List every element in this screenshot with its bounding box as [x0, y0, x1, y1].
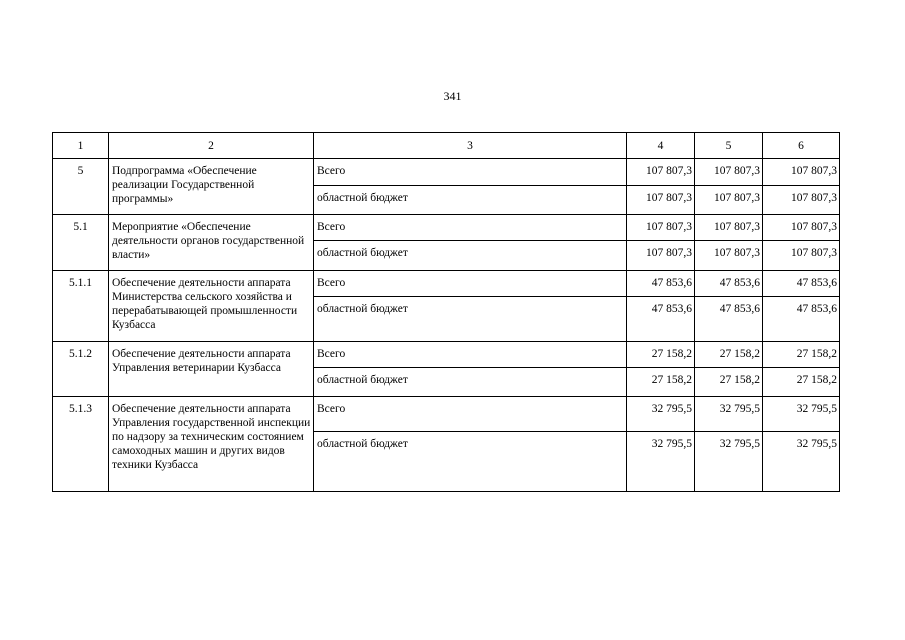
funding-source: областной бюджет	[314, 241, 627, 271]
row-name: Обеспечение деятельности аппарата Управления ветеринарии Кузбасса	[109, 342, 314, 397]
header-col-5: 5	[695, 133, 763, 159]
value-col-5: 32 795,5	[695, 432, 763, 492]
header-col-2: 2	[109, 133, 314, 159]
row-name: Обеспечение деятельности аппарата Управления государственной инспекции по надзору за техническим состоянием самоходных машин и других видов техники Кузбасса	[109, 397, 314, 492]
value-col-4: 107 807,3	[627, 186, 695, 215]
header-col-6: 6	[763, 133, 840, 159]
value-col-4: 107 807,3	[627, 241, 695, 271]
value-col-4: 32 795,5	[627, 432, 695, 492]
funding-source: Всего	[314, 342, 627, 368]
row-name: Обеспечение деятельности аппарата Министерства сельского хозяйства и перерабатывающей промышленности Кузбасса	[109, 271, 314, 342]
row-number: 5.1.2	[53, 342, 109, 397]
value-col-6: 32 795,5	[763, 397, 840, 432]
header-row	[53, 133, 840, 159]
value-col-4: 32 795,5	[627, 397, 695, 432]
value-col-5: 107 807,3	[695, 159, 763, 186]
value-col-5: 107 807,3	[695, 241, 763, 271]
row-number: 5.1.3	[53, 397, 109, 492]
funding-source: областной бюджет	[314, 368, 627, 397]
value-col-6: 107 807,3	[763, 186, 840, 215]
funding-source: областной бюджет	[314, 186, 627, 215]
value-col-4: 107 807,3	[627, 159, 695, 186]
header-col-1: 1	[53, 133, 109, 159]
table-row	[53, 342, 840, 368]
value-col-5: 47 853,6	[695, 297, 763, 342]
value-col-6: 107 807,3	[763, 241, 840, 271]
table-row	[53, 215, 840, 241]
value-col-4: 107 807,3	[627, 215, 695, 241]
value-col-4: 27 158,2	[627, 368, 695, 397]
table-row	[53, 397, 840, 432]
funding-source: Всего	[314, 271, 627, 297]
row-name: Подпрограмма «Обеспечение реализации Государственной программы»	[109, 159, 314, 215]
budget-table	[52, 132, 840, 492]
value-col-6: 107 807,3	[763, 215, 840, 241]
row-number: 5.1.1	[53, 271, 109, 342]
row-number: 5.1	[53, 215, 109, 271]
value-col-5: 107 807,3	[695, 215, 763, 241]
row-number: 5	[53, 159, 109, 215]
header-col-4: 4	[627, 133, 695, 159]
value-col-4: 47 853,6	[627, 297, 695, 342]
value-col-6: 27 158,2	[763, 342, 840, 368]
funding-source: Всего	[314, 159, 627, 186]
value-col-5: 27 158,2	[695, 368, 763, 397]
header-col-3: 3	[314, 133, 627, 159]
funding-source: областной бюджет	[314, 297, 627, 342]
row-name: Мероприятие «Обеспечение деятельности органов государственной власти»	[109, 215, 314, 271]
funding-source: Всего	[314, 215, 627, 241]
funding-source: областной бюджет	[314, 432, 627, 492]
value-col-6: 47 853,6	[763, 271, 840, 297]
value-col-6: 27 158,2	[763, 368, 840, 397]
value-col-6: 47 853,6	[763, 297, 840, 342]
page-number: 341	[443, 89, 462, 103]
value-col-6: 107 807,3	[763, 159, 840, 186]
funding-source: Всего	[314, 397, 627, 432]
table-row	[53, 271, 840, 297]
value-col-4: 27 158,2	[627, 342, 695, 368]
value-col-5: 107 807,3	[695, 186, 763, 215]
value-col-6: 32 795,5	[763, 432, 840, 492]
value-col-5: 32 795,5	[695, 397, 763, 432]
value-col-5: 47 853,6	[695, 271, 763, 297]
value-col-5: 27 158,2	[695, 342, 763, 368]
value-col-4: 47 853,6	[627, 271, 695, 297]
table-row	[53, 159, 840, 186]
